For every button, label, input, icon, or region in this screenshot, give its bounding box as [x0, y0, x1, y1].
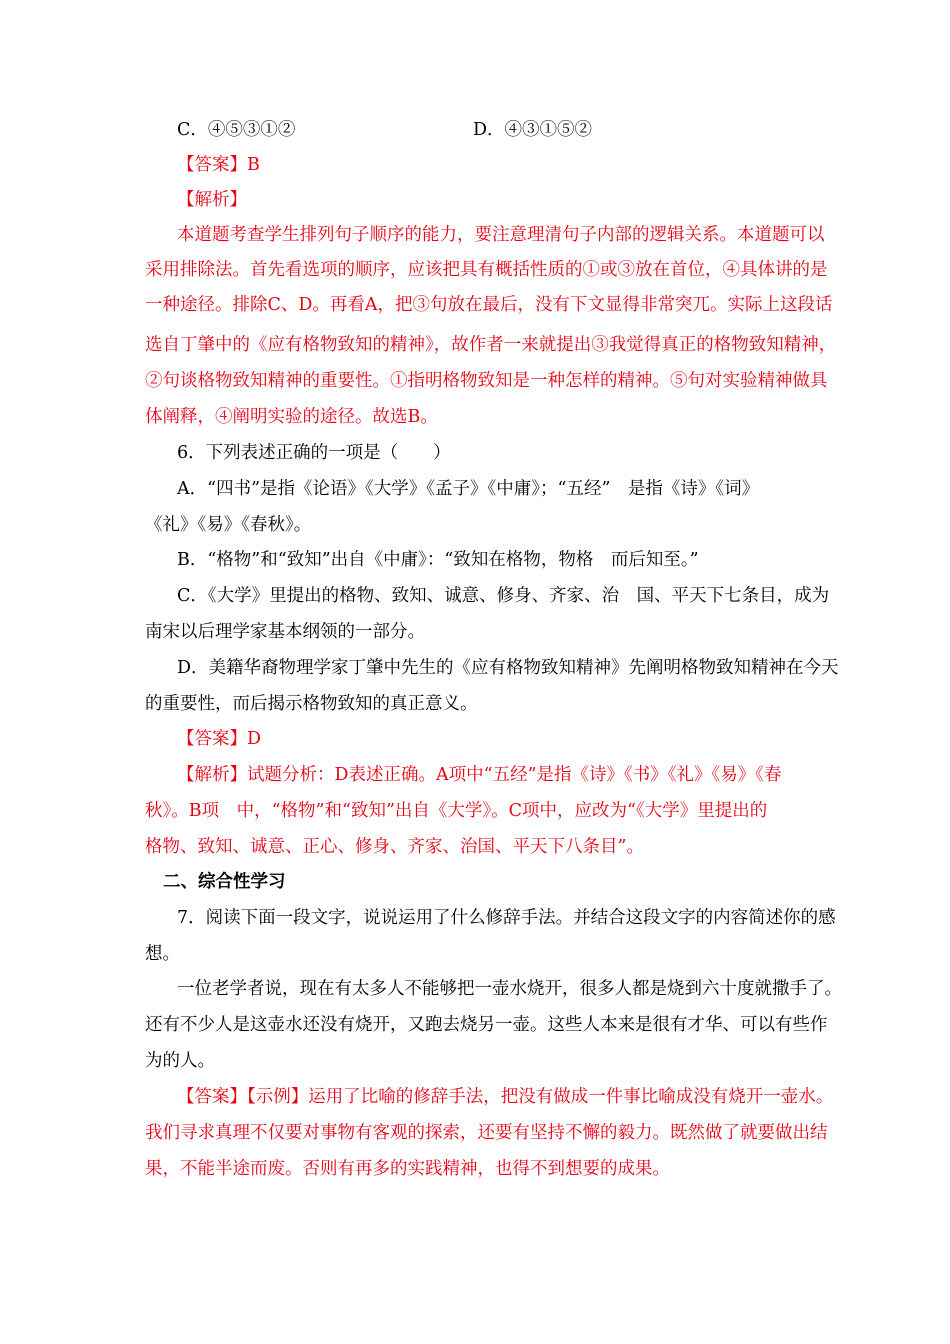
q6-option-c-cont: 南宋以后理学家基本纲领的一部分。: [145, 622, 425, 642]
q5-option-c: C．④⑤③①②: [177, 120, 296, 140]
q6-answer: [177, 727, 810, 751]
answer-value: B: [247, 155, 260, 175]
q5-analysis-line: 采用排除法。首先看选项的顺序，应该把具有概括性质的①或③放在首位，④具体讲的是: [145, 260, 828, 280]
q6-option-d-cont: 的重要性，而后揭示格物致知的真正意义。: [145, 694, 478, 714]
q6-analysis-line: 秋》。B项 中，“格物”和“致知”出自《大学》。C项中，应改为“《大学》里提出的: [145, 801, 768, 821]
answer-label: 【答案】: [177, 729, 247, 749]
q6-option-a-cont: 《礼》《易》《春秋》。: [145, 515, 312, 535]
q7-passage-line: 一位老学者说，现在有太多人不能够把一壶水烧开，很多人都是烧到六十度就撒手了。: [177, 979, 842, 999]
answer-value: D: [247, 729, 262, 749]
q6-analysis-line: 格物、致知、诚意、正心、修身、齐家、治国、平天下八条目”。: [145, 837, 644, 857]
q6-stem: 6．下列表述正确的一项是（ ）: [177, 443, 451, 463]
q5-analysis-line: ②句谈格物致知精神的重要性。①指明格物致知是一种怎样的精神。⑤句对实验精神做具: [145, 371, 828, 391]
q7-passage-line: 还有不少人是这壶水还没有烧开，又跑去烧另一壶。这些人本来是很有才华、可以有些作: [145, 1015, 828, 1035]
q5-analysis-line: 一种途径。排除C、D。再看A，把③句放在最后，没有下文显得非常突兀。实际上这段话: [145, 295, 833, 315]
q7-stem: 7．阅读下面一段文字，说说运用了什么修辞手法。并结合这段文字的内容简述你的感: [177, 908, 836, 928]
section-heading: 二、综合性学习: [163, 872, 286, 892]
q6-analysis-line: 【解析】试题分析：D表述正确。A项中“五经”是指《诗》《书》《礼》《易》《春: [177, 765, 782, 785]
q5-analysis-line: 体阐释，④阐明实验的途径。故选B。: [145, 407, 438, 427]
q5-analysis-line: 选自丁肇中的《应有格物致知的精神》，故作者一来就提出③我觉得真正的格物致知精神，: [145, 335, 837, 355]
q5-analysis-line: 本道题考查学生排列句子顺序的能力，要注意理清句子内部的逻辑关系。本道题可以: [177, 225, 825, 245]
q6-option-c: C．《大学》里提出的格物、致知、诚意、修身、齐家、治 国、平天下七条目，成为: [177, 586, 830, 606]
q6-option-d: D．美籍华裔物理学家丁肇中先生的《应有格物致知精神》先阐明格物致知精神在今天: [177, 658, 839, 678]
q7-answer-line: 【答案】【示例】运用了比喻的修辞手法，把没有做成一件事比喻成没有烧开一壶水。: [177, 1087, 834, 1107]
q7-answer-line: 我们寻求真理不仅要对事物有客观的探索，还要有坚持不懈的毅力。既然做了就要做出结: [145, 1123, 828, 1143]
q7-passage-line: 为的人。: [145, 1051, 215, 1071]
q5-analysis-label: 【解析】: [177, 190, 247, 210]
q5-option-d: D．④③①⑤②: [473, 120, 593, 140]
q6-option-b: B．“格物”和“致知”出自《中庸》：“致知在格物，物格 而后知至。”: [177, 550, 699, 570]
q7-stem-cont: 想。: [145, 944, 180, 964]
q5-answer: [177, 153, 810, 177]
q6-option-a: A．“四书”是指《论语》《大学》《孟子》《中庸》；“五经” 是指《诗》《词》: [177, 479, 760, 499]
answer-label: 【答案】: [177, 155, 247, 175]
q7-answer-line: 果，不能半途而废。否则有再多的实践精神，也得不到想要的成果。: [145, 1159, 670, 1179]
